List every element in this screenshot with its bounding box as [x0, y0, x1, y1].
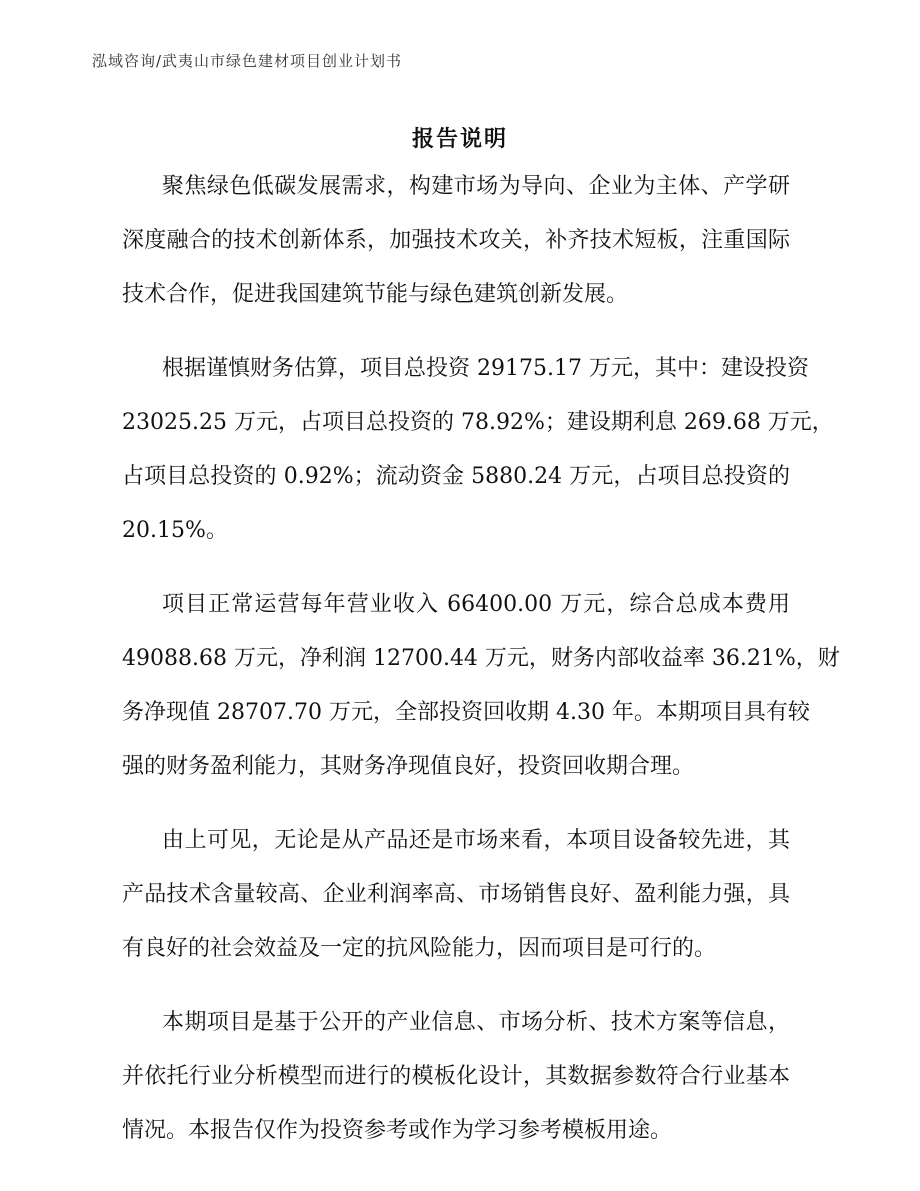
- paragraph: [122, 996, 790, 1158]
- paragraph: [122, 814, 790, 976]
- paragraph-line: 由上可见，无论是从产品还是市场来看，本项目设备较先进，其: [162, 828, 790, 853]
- paragraph-line: 务净现值 28707.70 万元，全部投资回收期 4.30 年。本期项目具有较: [122, 700, 810, 725]
- paragraph-line: 占项目总投资的 0.92%；流动资金 5880.24 万元，占项目总投资的: [122, 464, 790, 489]
- paragraph: [122, 160, 790, 322]
- paragraph: [122, 342, 834, 558]
- paragraph-line: 技术合作，促进我国建筑节能与绿色建筑创新发展。: [122, 282, 629, 307]
- paragraph: [122, 578, 840, 794]
- paragraph-line: 聚焦绿色低碳发展需求，构建市场为导向、企业为主体、产学研: [162, 174, 790, 199]
- page-title: 报告说明: [411, 126, 508, 152]
- paragraph-line: 强的财务盈利能力，其财务净现值良好，投资回收期合理。: [122, 754, 695, 779]
- paragraph-line: 23025.25 万元，占项目总投资的 78.92%；建设期利息 269.68 万元，: [122, 410, 834, 435]
- running-header: 泓域咨询/武夷山市绿色建材项目创业计划书: [92, 52, 403, 70]
- paragraph-line: 项目正常运营每年营业收入 66400.00 万元，综合总成本费用: [162, 592, 790, 617]
- paragraph-line: 本期项目是基于公开的产业信息、市场分析、技术方案等信息，: [162, 1010, 790, 1035]
- paragraph-line: 有良好的社会效益及一定的抗风险能力，因而项目是可行的。: [122, 936, 717, 961]
- paragraph-line: 49088.68 万元，净利润 12700.44 万元，财务内部收益率 36.21%，财: [122, 646, 840, 671]
- document-body: [122, 160, 840, 1178]
- paragraph-line: 产品技术含量较高、企业利润率高、市场销售良好、盈利能力强，具: [122, 882, 790, 907]
- paragraph-line: 情况。本报告仅作为投资参考或作为学习参考模板用途。: [122, 1118, 673, 1143]
- paragraph-line: 根据谨慎财务估算，项目总投资 29175.17 万元，其中：建设投资: [162, 356, 809, 381]
- paragraph-line: 20.15%。: [122, 518, 228, 543]
- paragraph-line: 深度融合的技术创新体系，加强技术攻关，补齐技术短板，注重国际: [122, 228, 790, 253]
- paragraph-line: 并依托行业分析模型而进行的模板化设计，其数据参数符合行业基本: [122, 1064, 790, 1089]
